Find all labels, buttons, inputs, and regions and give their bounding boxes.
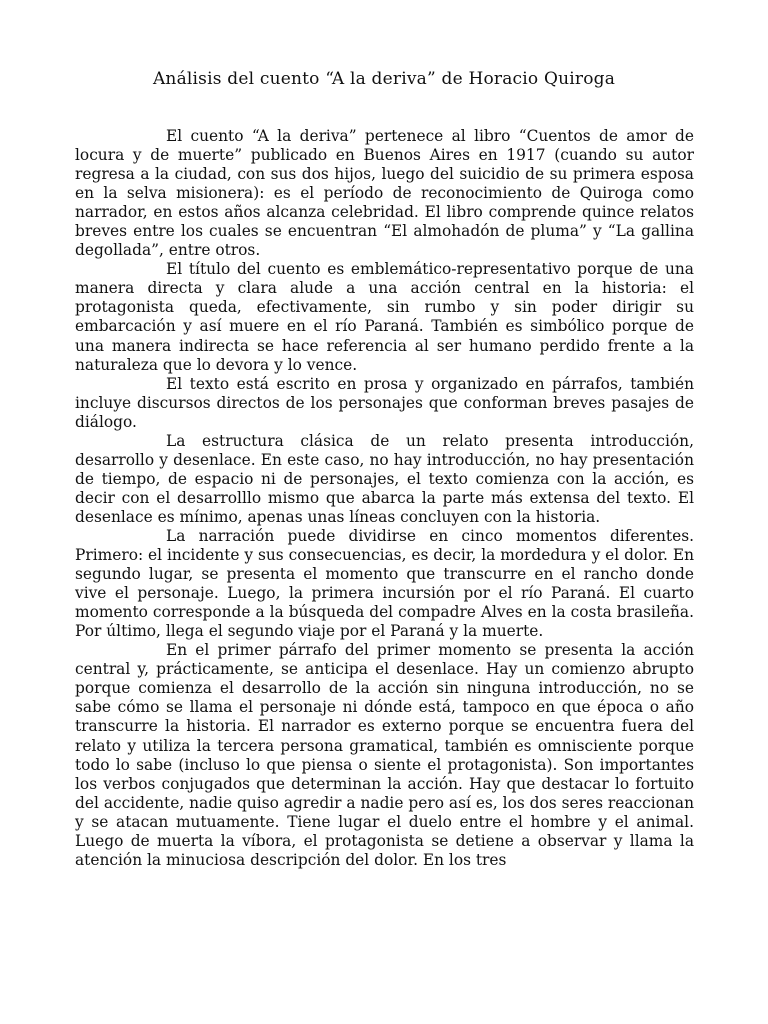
paragraph: El título del cuento es emblemático-representativo porque de una manera directa y clara alude a una acción central en la historia: el protagonista queda, efectivamente, sin rumbo y sin poder dirigir su embarcación y así muere en el río Paraná. También es simbólico porque de una manera indirecta se hace referencia al ser humano perdido frente a la naturaleza que lo devora y lo vence.	[75, 260, 694, 374]
document-body	[75, 127, 694, 870]
paragraph: La narración puede dividirse en cinco momentos diferentes. Primero: el incidente y sus consecuencias, es decir, la mordedura y el dolor. En segundo lugar, se presenta el momento que transcurre en el rancho donde vive el personaje. Luego, la primera incursión por el río Paraná. El cuarto momento corresponde a la búsqueda del compadre Alves en la costa brasileña. Por último, llega el segundo viaje por el Paraná y la muerte.	[75, 526, 694, 641]
paragraph: El texto está escrito en prosa y organizado en párrafos, también incluye discursos directos de los personajes que conforman breves pasajes de diálogo.	[75, 374, 694, 431]
document-title: Análisis del cuento “A la deriva” de Horacio Quiroga	[152, 69, 616, 89]
paragraph: En el primer párrafo del primer momento se presenta la acción central y, prácticamente, se anticipa el desenlace. Hay un comienzo abrupto porque comienza el desarrollo de la acción sin ninguna introducción, no se sabe cómo se llama el personaje ni dónde está, tampoco en que época o año transcurre la historia. El narrador es externo porque se encuentra fuera del relato y utiliza la tercera persona gramatical, también es omnisciente porque todo lo sabe (incluso lo que piensa o siente el protagonista). Son importantes los verbos conjugados que determinan la acción. Hay que destacar lo fortuito del accidente, nadie quiso agredir a nadie pero así es, los dos seres reaccionan y se atacan mutuamente. Tiene lugar el duelo entre el hombre y el animal. Luego de muerta la víbora, el protagonista se detiene a observar y llama la atención la minuciosa descripción del dolor. En los tres	[75, 641, 694, 869]
paragraph: El cuento “A la deriva” pertenece al libro “Cuentos de amor de locura y de muerte” publicado en Buenos Aires en 1917 (cuando su autor regresa a la ciudad, con sus dos hijos, luego del suicidio de su primera esposa en la selva misionera): es el período de reconocimiento de Quiroga como narrador, en estos años alcanza celebridad. El libro comprende quince relatos breves entre los cuales se encuentran “El almohadón de pluma” y “La gallina degollada”, entre otros.	[75, 127, 694, 260]
paragraph: La estructura clásica de un relato presenta introducción, desarrollo y desenlace. En este caso, no hay introducción, no hay presentación de tiempo, de espacio ni de personajes, el texto comienza con la acción, es decir con el desarrolllo mismo que abarca la parte más extensa del texto. El desenlace es mínimo, apenas unas líneas concluyen con la historia.	[75, 431, 694, 526]
